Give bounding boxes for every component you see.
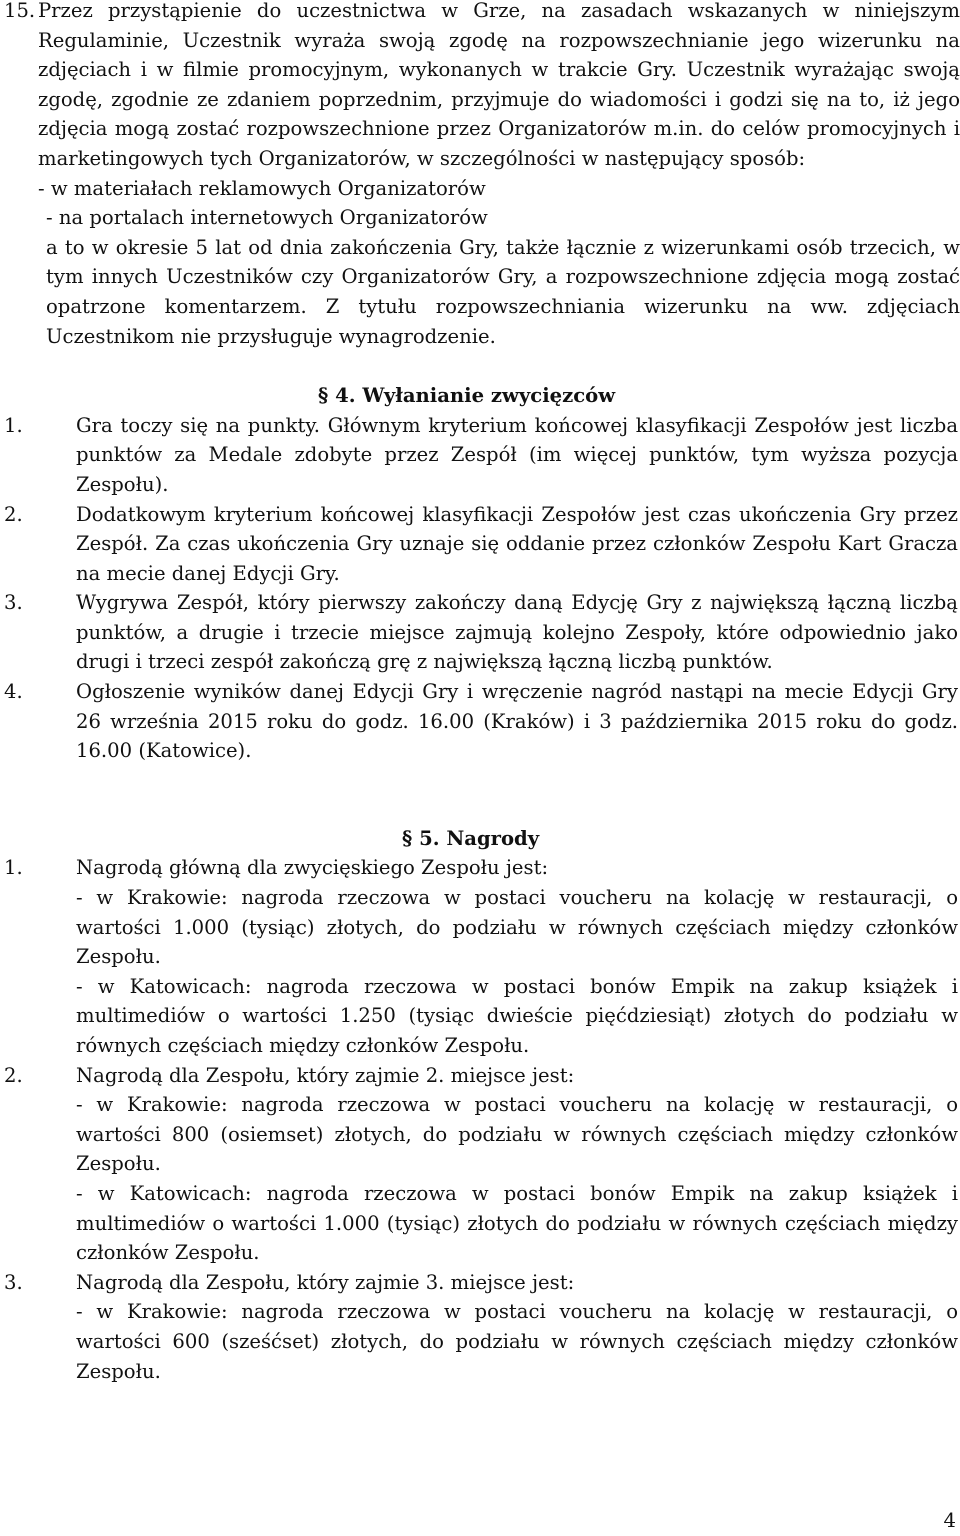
bullet-item: - na portalach internetowych Organizatorów [46, 206, 488, 230]
prize-item [0, 1268, 960, 1386]
item-text: Dodatkowym kryterium końcowej klasyfikacji Zespołów jest czas ukończenia Gry przez Zespół. Za czas ukończenia Gry uznaje się oddanie przez członków Zespołu Kart Gracza na mecie danej Edycji Gry. [76, 502, 958, 585]
item-number: 1. [4, 856, 23, 880]
list-item [0, 588, 960, 677]
spacer [0, 766, 960, 824]
prize-intro: Nagrodą dla Zespołu, który zajmie 2. miejsce jest: [76, 1063, 575, 1087]
prize-krakow: - w Krakowie: nagroda rzeczowa w postaci voucheru na kolację w restauracji, o wartości 1.000 (tysiąc) złotych, do podziału w równych częściach między członków Zespołu. [76, 886, 958, 969]
page-number: 4 [943, 1509, 956, 1532]
clause-number: 15. [4, 0, 36, 22]
list-item [0, 677, 960, 766]
bullet-item: - w materiałach reklamowych Organizatorów [38, 176, 486, 200]
item-text: Ogłoszenie wyników danej Edycji Gry i wręczenie nagród nastąpi na mecie Edycji Gry 26 września 2015 roku do godz. 16.00 (Kraków) i 3 października 2015 roku do godz. 16.00 (Katowice). [76, 680, 958, 763]
item-number: 2. [4, 1063, 23, 1087]
spacer [0, 351, 960, 381]
item-number: 3. [4, 591, 23, 615]
clause-tail-text: a to w okresie 5 lat od dnia zakończenia Gry, także łącznie z wizerunkami osób trzecich, w tym innych Uczestników czy Organizatorów Gry, a rozpowszechnione zdjęcia mogą zostać opatrzone komentarzem. Z tytułu rozpowszechniania wizerunku na ww. zdjęciach Uczestnikom nie przysługuje wynagrodzenie. [46, 235, 960, 348]
item-number: 4. [4, 680, 23, 704]
item-number: 1. [4, 413, 23, 437]
prize-item [0, 1061, 960, 1268]
prize-item [0, 853, 960, 1060]
prize-katowice: - w Katowicach: nagroda rzeczowa w postaci bonów Empik na zakup książek i multimediów o wartości 1.250 (tysiąc dwieście pięćdziesiąt) złotych do podziału w równych częściach między członków Zespołu. [76, 974, 958, 1057]
section-heading-4: § 4. Wyłanianie zwycięzców [318, 384, 616, 408]
section-heading-5: § 5. Nagrody [402, 826, 540, 850]
list-item [0, 500, 960, 589]
clause-text: Przez przystąpienie do uczestnictwa w Grze, na zasadach wskazanych w niniejszym Regulaminie, Uczestnik wyraża swoją zgodę na rozpowszechnianie jego wizerunku na zdjęciach i w filmie promocyjnym, wykonanych w trakcie Gry. Uczestnik wyrażając swoją zgodę, zgodnie ze zdaniem poprzednim, przyjmuje do wiadomości i godzi się na to, iż jego zdjęcia mogą zostać rozpowszechnione przez Organizatorów m.in. do celów promocyjnych i marketingowych tych Organizatorów, w szczególności w następujący sposób: [38, 0, 960, 170]
prize-intro: Nagrodą główną dla zwycięskiego Zespołu jest: [76, 856, 549, 880]
prize-krakow: - w Krakowie: nagroda rzeczowa w postaci voucheru na kolację w restauracji, o wartości 600 (sześćset) złotych, do podziału w równych częściach między członków Zespołu. [76, 1300, 958, 1383]
clause-15 [0, 0, 960, 351]
prize-intro: Nagrodą dla Zespołu, który zajmie 3. miejsce jest: [76, 1270, 575, 1294]
list-item [0, 411, 960, 500]
prize-katowice: - w Katowicach: nagroda rzeczowa w postaci bonów Empik na zakup książek i multimediów o wartości 1.000 (tysiąc) złotych do podziału w równych częściach między członków Zespołu. [76, 1181, 958, 1265]
item-text: Gra toczy się na punkty. Głównym kryterium końcowej klasyfikacji Zespołów jest liczba punktów za Medale zdobyte przez Zespół (im więcej punktów, tym wyższa pozycja Zespołu). [76, 413, 958, 496]
prize-krakow: - w Krakowie: nagroda rzeczowa w postaci voucheru na kolację w restauracji, o wartości 800 (osiemset) złotych, do podziału w równych częściach między członków Zespołu. [76, 1093, 958, 1176]
item-number: 3. [4, 1270, 23, 1294]
item-number: 2. [4, 502, 23, 526]
item-text: Wygrywa Zespół, który pierwszy zakończy daną Edycję Gry z największą łączną liczbą punktów, a drugie i trzecie miejsce zajmują kolejno Zespoły, które odpowiednio jako drugi i trzeci zespół zakończą grę z największą łączną liczbą punktów. [76, 591, 958, 674]
